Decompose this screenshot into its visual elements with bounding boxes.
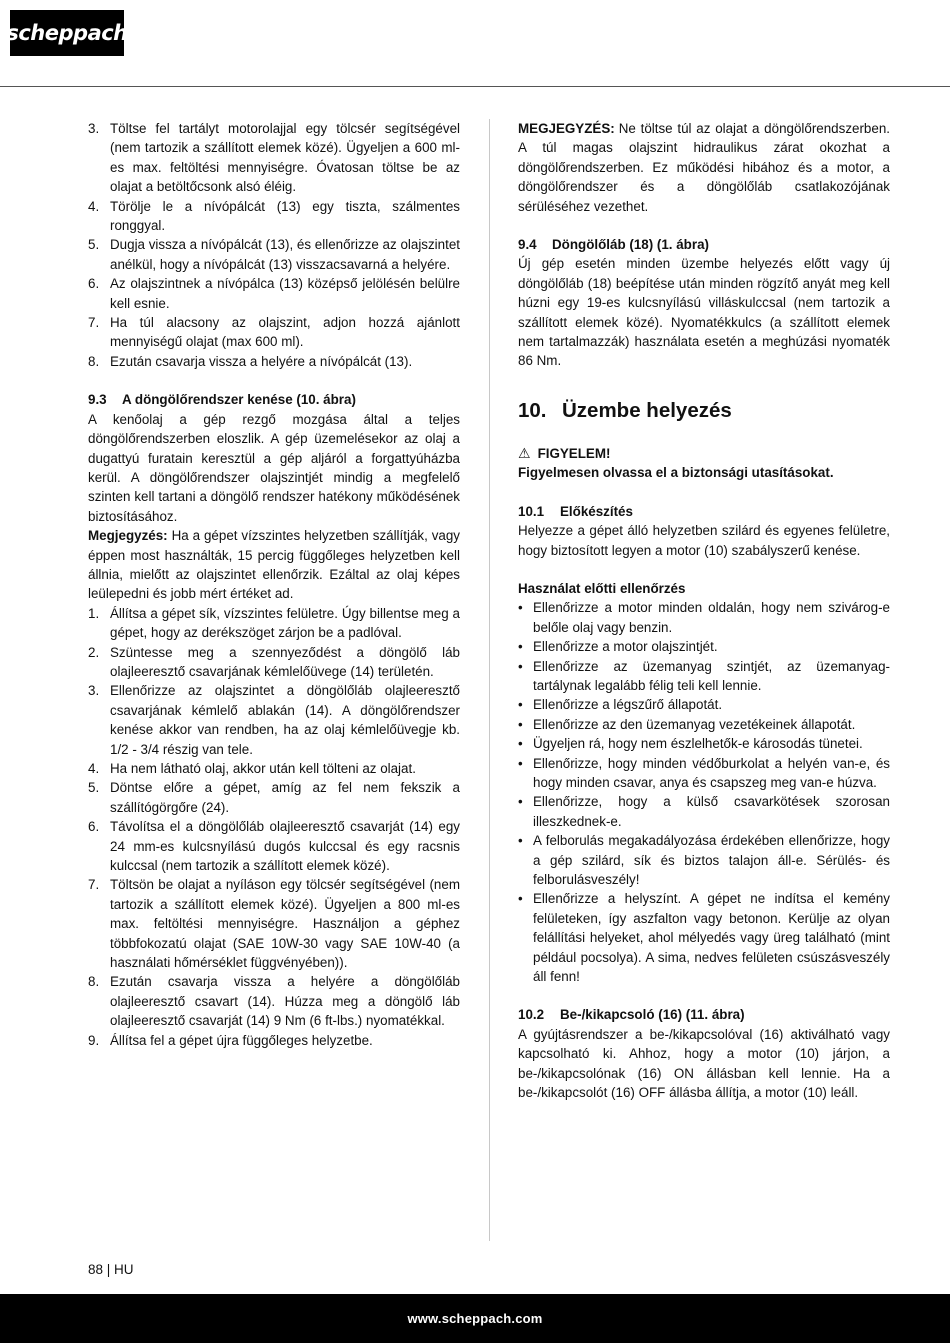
section-9-3-heading [88,390,460,409]
list-item [518,889,890,986]
list-item [88,313,460,352]
section-number: 9.3 [88,392,107,408]
list-item-text: Ellenőrizze, hogy a külső csavarkötések szorosan illeszkednek-e. [533,794,890,829]
spacer [518,425,890,444]
section-10-2-heading [518,1005,890,1024]
right-column [518,119,890,1102]
list-item-text: Ellenőrizze, hogy minden védőburkolat a helyén van-e, és hogy minden csavar, anya és csapszeg meg van-e húzva. [533,755,890,790]
list-item-text: Ellenőrizze az üzemanyag szintjét, az üzemanyag-tartálynak legalább félig teli kell lennie. [533,658,890,693]
lubrication-steps-list [88,604,460,1050]
list-item [88,119,460,197]
list-item [88,235,460,274]
list-item-text: Ezután csavarja vissza a helyére a döngölőláb olajleeresztő csavart (14). Húzza meg a döngölő láb olajleeresztő csavarját (14) 9 Nm (6 ft-lbs.) nyomatékkal. [110,974,460,1029]
oil-refill-steps-list [88,119,460,371]
list-item-number: 5. [88,237,100,253]
pre-use-check-list [518,598,890,986]
list-item-text: Ha nem látható olaj, akkor után kell tölteni az olajat. [110,761,416,776]
warning-title: FIGYELEM! [537,445,611,461]
list-item-text: Ezután csavarja vissza a helyére a nívópálcát (13). [110,353,413,369]
list-item [88,643,460,682]
website-url: www.scheppach.com [407,1311,543,1326]
list-item [518,695,890,714]
section-9-4-heading [518,235,890,254]
list-item-text: Döntse előre a gépet, amíg az fel nem fekszik a szállítógörgőre (24). [110,780,460,815]
spacer [518,371,890,390]
section-title: Döngölőláb (18) (1. ábra) [552,237,709,253]
list-item [88,604,460,643]
note-label: Megjegyzés: [88,528,168,544]
list-item [88,972,460,1030]
bullet-marker: • [518,736,523,752]
footer-bar [0,1294,950,1343]
bullet-marker: • [518,716,523,732]
list-item-number: 8. [88,974,100,990]
list-item [88,1031,460,1050]
warning-text: Figyelmesen olvassa el a biztonsági utasításokat. [518,465,834,481]
list-item-number: 5. [88,780,100,796]
list-item-text: Ellenőrizze az olajszintet a döngölőláb olajleeresztő csavarjának kémlelő ablakán (14). A döngölőrendszer kenése akkor van rendben, ha az olaj kémlelőüvegje kb. 1/2 - 3/4 részig van tele. [110,683,460,757]
list-item-text: Szüntesse meg a szennyeződést a döngölő láb olajleeresztő csavarjának kémlelőüvege (14) területén. [110,644,460,679]
list-item-number: 1. [88,605,100,621]
header-divider [0,86,950,87]
list-item-number: 3. [88,121,100,136]
page-number-label: 88 | HU [88,1262,134,1277]
list-item-number: 6. [88,276,100,292]
chapter-title: Üzembe helyezés [562,398,732,422]
note-label: MEGJEGYZÉS: [518,121,615,136]
list-item-number: 9. [88,1032,100,1048]
section-9-4-text: Új gép esetén minden üzembe helyezés előtt vagy új döngölőláb (18) beépítése után minden rögzítő anyát meg kell húzni egy 19-es kulcsnyílású villáskulccsal (nem tartozik a szállított elemek közé). Nyomatékkulcs (a szállított elemek nem tartalmazzák) használata esetén a meghúzási nyomaték 86 Nm. [518,256,890,369]
list-item-text: Ügyeljen rá, hogy nem észlelhetők-e károsodás tünetei. [533,736,863,752]
bullet-marker: • [518,794,523,810]
bullet-marker: • [518,697,523,713]
list-item-text: Az olajszintnek a nívópálca (13) középső jelölésén belülre kell esnie. [110,276,460,311]
list-item-text: Töltsön be olajat a nyíláson egy tölcsér segítségével (nem tartozik a szállított elemek közé). Ügyeljen a 800 ml-es max. feltöltési mennyiségre. Használjon a géphez többfokozatú olajat (SAE 10W-30 vagy SAE 10W-40 (a használati hőmérséklet függvényében)). [110,877,460,971]
list-item [518,831,890,889]
bullet-marker: • [518,833,523,849]
list-item-number: 8. [88,353,100,369]
bullet-marker: • [518,658,523,674]
spacer [88,371,460,390]
section-number: 9.4 [518,237,537,253]
list-item-text: Ellenőrizze a motor olajszintjét. [533,639,718,655]
list-item-text: Töltse fel tartályt motorolajjal egy tölcsér segítségével (nem tartozik a szállított elemek közé). Ügyeljen a 600 ml-es max. feltöltési mennyiségre. Óvatosan töltse be az olajat a betöltőcsonk alsó éléig. [110,121,460,195]
list-item-text: Ellenőrizze az den üzemanyag vezetékeinek állapotát. [533,716,856,732]
bullet-marker: • [518,755,523,771]
section-title: A döngölőrendszer kenése (10. ábra) [122,392,356,408]
list-item [518,734,890,753]
pre-use-check-heading: Használat előtti ellenőrzés [518,580,686,596]
list-item [88,759,460,778]
list-item [518,657,890,696]
list-item-number: 6. [88,819,100,835]
list-item [518,792,890,831]
list-item-text: Ellenőrizze a helyszínt. A gépet ne indítsa el kemény felületeken, így aszfalton vagy betonon. Kerülje az olyan felállítási helyeket, ahol mélyedés vagy üreg található (mint például pocsolya). A sima, nedves felületen csúszásveszély áll fenn! [533,891,890,985]
list-item [88,817,460,875]
list-item-text: Távolítsa el a döngölőláb olajleeresztő csavarját (14) egy 24 mm-es kulcsnyílású dugós kulccsal és egy racsnis kulccsal (nem tartozik a szállított elemek közé). [110,819,460,874]
left-column [88,119,460,1050]
bullet-marker: • [518,600,523,616]
chapter-number: 10. [518,398,547,422]
list-item-number: 4. [88,761,100,776]
spacer [518,216,890,235]
list-item-text: Állítsa fel a gépet újra függőleges helyzetbe. [110,1032,373,1048]
logo-text: scheppach [6,21,128,45]
spacer [518,986,890,1005]
list-item [518,715,890,734]
section-9-3-note [88,526,460,604]
spacer [518,483,890,502]
section-title: Be-/kikapcsoló (16) (11. ábra) [560,1007,745,1023]
list-item [88,681,460,759]
list-item [88,197,460,236]
note-text: Ha a gépet vízszintes helyzetben szállítják, vagy éppen most használták, 15 percig függőleges helyzetben kell állnia, mielőtt az olajszintet ellenőrzik. Ezáltal az olaj képes leülepedni és jobb mért értéket ad. [88,528,460,602]
column-divider [489,119,490,1241]
warning-heading [518,444,890,463]
list-item-number: 2. [88,644,100,660]
section-9-3-intro: A kenőolaj a gép rezgő mozgása által a teljes döngölőrendszerben eloszlik. A gép üzemelésekor az olaj a dugattyú furatain keresztül a gép aljáról a forgattyúházba kerül. A döngölőrendszer olajszintjét mindig a megfelelő szinten kell tartani a döngölő rendszer hatékony működésének biztosításához. [88,411,460,524]
list-item [88,274,460,313]
list-item [518,637,890,656]
bullet-marker: • [518,891,523,907]
section-10-1-heading [518,502,890,521]
list-item [88,875,460,972]
list-item [518,598,890,637]
spacer [518,560,890,579]
list-item-text: Dugja vissza a nívópálcát (13), és ellenőrizze az olajszintet anélkül, hogy a nívópálcát (13) visszacsavarná a helyére. [110,237,460,272]
section-10-1-text: Helyezze a gépet álló helyzetben szilárd és egyenes felületre, hogy biztosított legyen a motor (10) szabályszerű kenése. [518,523,890,558]
list-item-number: 4. [88,198,100,214]
section-number: 10.2 [518,1007,545,1023]
section-10-2-text: A gyújtásrendszer a be-/kikapcsolóval (16) aktiválható vagy kapcsolható ki. Ahhoz, hogy a motor (10) járjon, a be-/kikapcsolónak (16) ON állásban kell lennie. Ha a be-/kikapcsolót (16) OFF állásba állítja, a motor (10) leáll. [518,1026,890,1101]
section-title: Előkészítés [560,503,633,519]
list-item-text: A felborulás megakadályozása érdekében ellenőrizze, hogy a gép szilárd, sík és biztos talajon áll-e. Sérülés- és felborulásveszély! [533,833,890,887]
list-item-text: Ellenőrizze a motor minden oldalán, hogy nem szivárog-e belőle olaj vagy benzin. [533,600,890,635]
list-item-text: Ha túl alacsony az olajszint, adjon hozzá ajánlott mennyiségű olajat (max 600 ml). [110,315,460,350]
section-number: 10.1 [518,503,545,519]
list-item-text: Törölje le a nívópálcát (13) egy tiszta, szálmentes ronggyal. [110,198,460,234]
list-item-number: 7. [88,877,100,893]
bullet-marker: • [518,639,523,655]
list-item-text: Állítsa a gépet sík, vízszintes felületre. Úgy billentse meg a gépet, hogy az derékszöget zárjon be a padlóval. [110,605,460,641]
warning-icon: ⚠ [518,444,531,461]
list-item-text: Ellenőrizze a légszűrő állapotát. [533,697,723,713]
chapter-10-heading [518,399,890,423]
scheppach-logo [6,10,128,56]
overfill-note [518,119,890,216]
list-item [518,754,890,793]
note-text: Ne töltse túl az olajat a döngölőrendszerben. A túl magas olajszint hidraulikus zárat okozhat a döngölőrendszerben. Ez működési hibához és a motor, a döngölőrendszer és a döngölőláb csatlakozójának sérüléséhez vezethet. [518,121,890,214]
list-item-number: 7. [88,315,100,331]
list-item [88,352,460,371]
list-item-number: 3. [88,683,100,699]
list-item [88,778,460,817]
